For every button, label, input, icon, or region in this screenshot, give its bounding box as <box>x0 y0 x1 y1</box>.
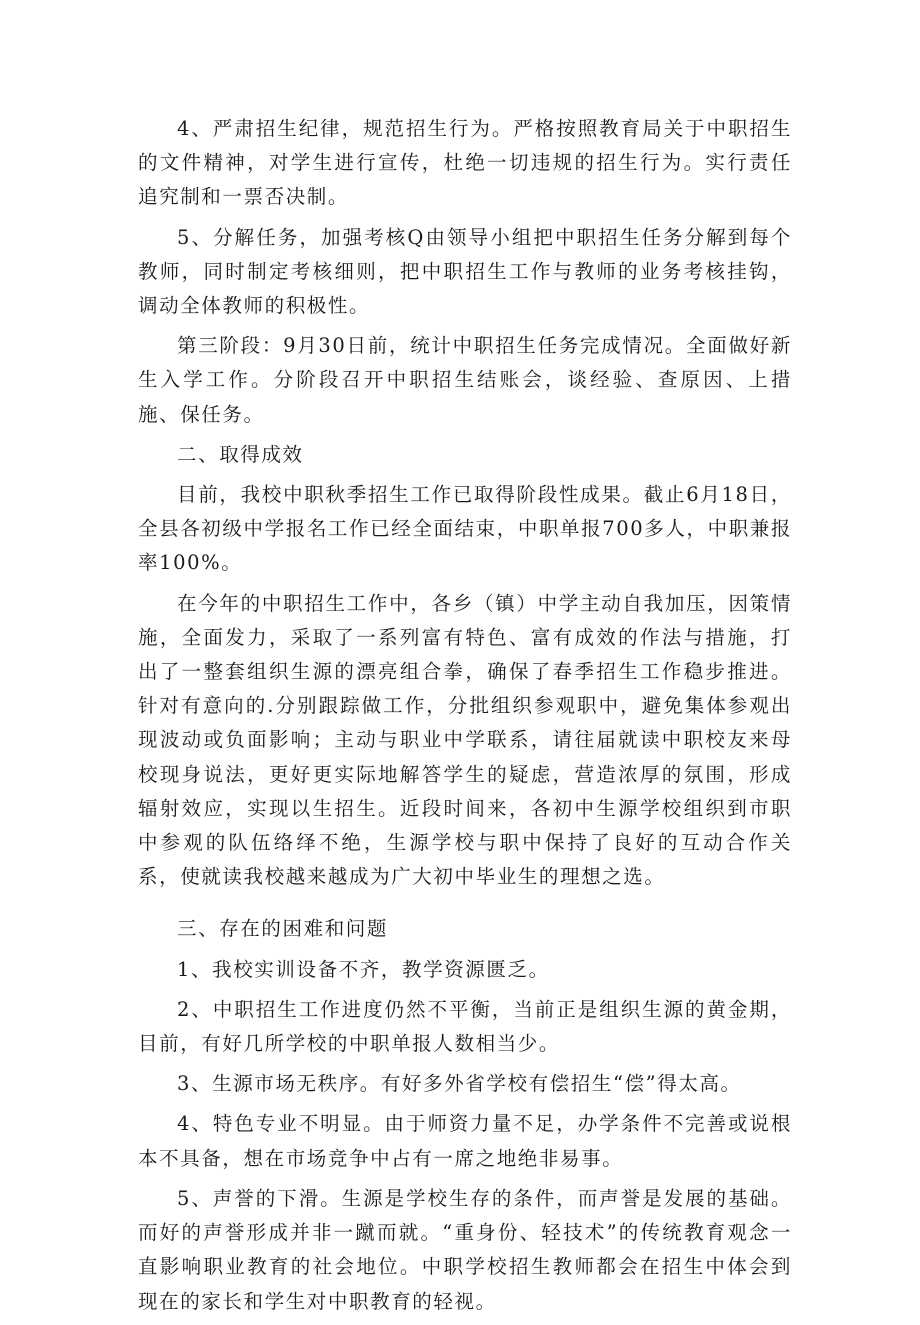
paragraph-discipline: 4、严肃招生纪律，规范招生行为。严格按照教育局关于中职招生的文件精神，对学生进行宣传，杜绝一切违规的招生行为。实行责任追究制和一票否决制。 <box>138 117 792 209</box>
document-body <box>138 112 792 1325</box>
paragraph-problem-1: 1、我校实训设备不齐，教学资源匮乏。 <box>177 957 550 981</box>
paragraph-problem-3: 3、生源市场无秩序。有好多外省学校有偿招生“偿”得太高。 <box>177 1072 742 1096</box>
paragraph-problem-2: 2、中职招生工作进度仍然不平衡，当前正是组织生源的黄金期，目前，有好几所学校的中职单报人数相当少。 <box>138 997 792 1056</box>
paragraph-task-breakdown: 5、分解任务，加强考核Q由领导小组把中职招生任务分解到每个教师，同时制定考核细则，把中职招生工作与教师的业务考核挂钩，调动全体教师的积极性。 <box>138 225 792 318</box>
paragraph-problem-4: 4、特色专业不明显。由于师资力量不足，办学条件不完善或说根本不具备，想在市场竞争中占有一席之地绝非易事。 <box>138 1112 792 1170</box>
paragraph-problem-5: 5、声誉的下滑。生源是学校生存的条件，而声誉是发展的基础。而好的声誉形成并非一蹴而就。“重身份、轻技术”的传统教育观念一直影响职业教育的社会地位。中职学校招生教师都会在招生中体会到现在的家长和学生对中职教育的轻视。 <box>138 1186 792 1313</box>
section-heading-achievements: 二、取得成效 <box>177 442 304 466</box>
paragraph-recruitment-work: 在今年的中职招生工作中，各乡（镇）中学主动自我加压，因策情施，全面发力，采取了一系列富有特色、富有成效的作法与措施，打出了一整套组织生源的漂亮组合拳，确保了春季招生工作稳步推进。针对有意向的.分别跟踪做工作，分批组织参观职中，避免集体参观出现波动或负面影响；主动与职业中学联系，请往届就读中职校友来母校现身说法，更好更实际地解答学生的疑虑，营造浓厚的氛围，形成辐射效应，实现以生招生。近段时间来，各初中生源学校组织到市职中参观的队伍络绎不绝，生源学校与职中保持了良好的互动合作关系，使就读我校越来越成为广大初中毕业生的理想之选。 <box>138 591 792 889</box>
paragraph-current-results: 目前，我校中职秋季招生工作已取得阶段性成果。截止6月18日，全县各初级中学报名工作已经全面结束，中职单报700多人，中职兼报率100%。 <box>138 483 792 575</box>
section-heading-problems: 三、存在的困难和问题 <box>177 917 389 941</box>
paragraph-third-stage: 第三阶段：9月30日前，统计中职招生任务完成情况。全面做好新生入学工作。分阶段召开中职招生结账会，谈经验、查原因、上措施、保任务。 <box>138 334 792 426</box>
